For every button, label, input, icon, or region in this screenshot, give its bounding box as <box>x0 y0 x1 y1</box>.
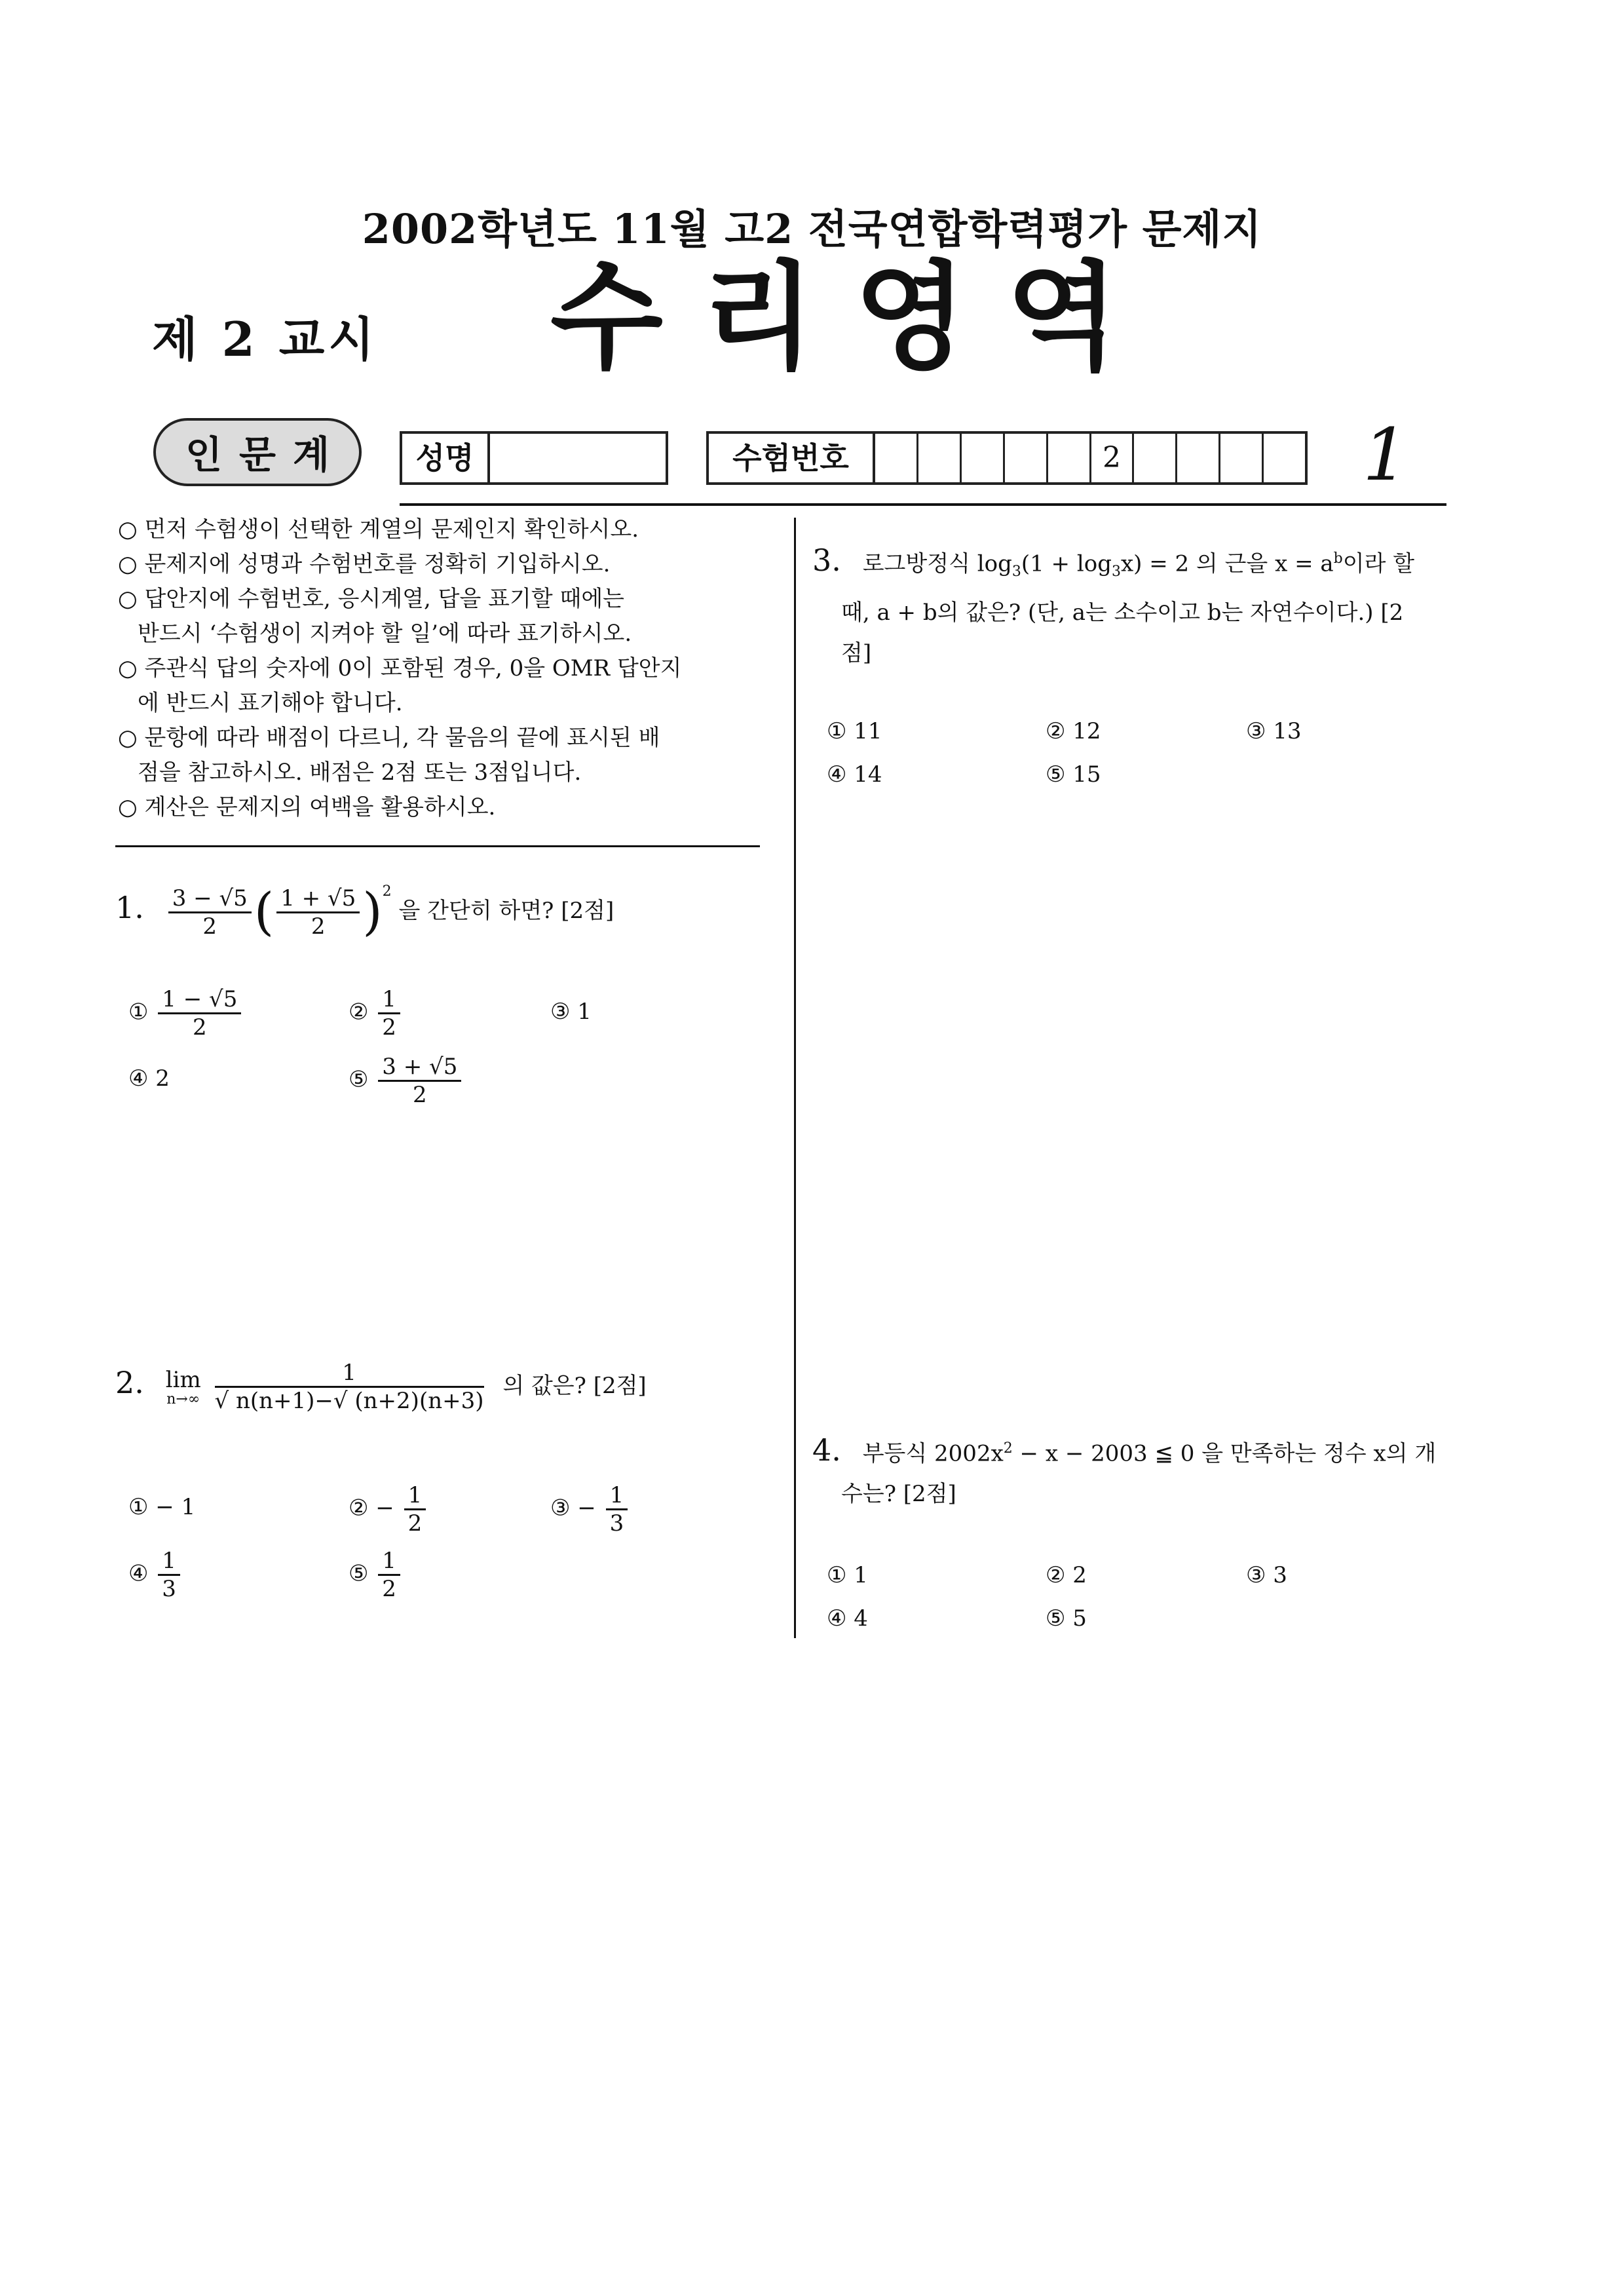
limit-subscript: n→∞ <box>166 1390 200 1407</box>
question-text: x) = 2 의 근을 x = a <box>1120 550 1334 577</box>
fraction <box>378 986 400 1041</box>
subject-title: 수리영역 <box>550 248 1158 385</box>
option-2[interactable] <box>349 1482 428 1537</box>
option-mark: ② − <box>349 1495 394 1521</box>
instruction-line: ○ 주관식 답의 숫자에 0이 포함된 경우, 0을 OMR 답안지 <box>118 655 682 681</box>
question-line: 수는? [2점] <box>841 1481 956 1508</box>
instruction-line: 에 반드시 표기해야 합니다. <box>138 690 403 716</box>
exam-number-cell[interactable] <box>1134 434 1177 482</box>
exam-number-cell[interactable] <box>1220 434 1264 482</box>
option-mark: ④ <box>128 1560 149 1587</box>
question-line: 때, a + b의 값은? (단, a는 소수이고 b는 자연수이다.) [2 <box>841 600 1404 626</box>
period-label: 제 2 교시 <box>152 311 378 367</box>
paren: ) <box>362 883 383 942</box>
fraction-numerator: 1 <box>158 1548 180 1576</box>
fraction <box>606 1482 628 1537</box>
option-1[interactable]: ① 1 <box>827 1562 868 1588</box>
option-mark: ⑤ <box>349 1066 369 1093</box>
option-2[interactable]: ② 12 <box>1046 718 1101 744</box>
option-4[interactable]: ④ 14 <box>827 761 882 788</box>
question-text: 부등식 2002x <box>862 1440 1004 1467</box>
fraction <box>158 986 241 1041</box>
exam-number-cell[interactable] <box>1005 434 1048 482</box>
name-field[interactable] <box>400 431 668 485</box>
exam-number-cell[interactable] <box>1048 434 1091 482</box>
option-mark: ③ − <box>550 1495 596 1521</box>
question-4 <box>812 1428 1481 1514</box>
question-text: 을 간단히 하면? [2점] <box>398 898 614 924</box>
fraction-denominator: 2 <box>193 1014 207 1041</box>
question-1 <box>115 871 614 940</box>
exam-number-field[interactable] <box>706 431 1308 485</box>
name-input-area[interactable] <box>490 434 666 482</box>
limit-label: lim <box>165 1366 201 1393</box>
exam-number-cell[interactable]: 2 <box>1091 434 1135 482</box>
fraction-numerator: 1 <box>404 1482 426 1510</box>
option-1[interactable] <box>128 986 244 1041</box>
fraction <box>378 1054 461 1108</box>
page-number: 1 <box>1363 413 1408 497</box>
option-3[interactable]: ③ 13 <box>1246 718 1302 744</box>
question-line <box>812 1428 1481 1474</box>
question-line: 점] <box>841 640 872 667</box>
paren: ( <box>254 883 274 942</box>
option-mark: ⑤ <box>349 1560 369 1587</box>
fraction <box>215 1360 484 1414</box>
question-2 <box>115 1360 647 1414</box>
exam-number-cell[interactable] <box>1264 434 1305 482</box>
option-3[interactable] <box>550 1482 630 1537</box>
instruction-line: ○ 답안지에 수험번호, 응시계열, 답을 표기할 때에는 <box>118 586 625 612</box>
option-5[interactable] <box>349 1054 464 1108</box>
question-text: − x − 2003 ≦ 0 을 만족하는 정수 x의 개 <box>1012 1440 1437 1467</box>
fraction-denominator: 2 <box>413 1082 427 1108</box>
exam-number-cell[interactable] <box>875 434 918 482</box>
question-text: 로그방정식 log <box>862 550 1012 577</box>
instruction-line: ○ 문항에 따라 배점이 다르니, 각 물음의 끝에 표시된 배 <box>118 725 660 751</box>
fraction-denominator: 3 <box>162 1576 176 1602</box>
fraction-denominator: 2 <box>407 1510 423 1537</box>
fraction-denominator: 2 <box>202 913 217 940</box>
superscript: b <box>1333 550 1343 567</box>
instruction-line: ○ 먼저 수험생이 선택한 계열의 문제인지 확인하시오. <box>118 516 639 543</box>
fraction-numerator: 1 + √5 <box>276 885 360 913</box>
fraction-numerator: 1 <box>378 986 400 1014</box>
option-2[interactable]: ② 2 <box>1046 1562 1087 1588</box>
question-number: 2. <box>115 1364 144 1400</box>
exam-number-cell[interactable] <box>918 434 962 482</box>
instructions <box>118 512 780 825</box>
option-4[interactable] <box>128 1548 183 1602</box>
exponent: 2 <box>382 883 392 900</box>
option-4[interactable]: ④ 4 <box>827 1605 868 1632</box>
option-mark: ① <box>128 999 149 1025</box>
fraction-numerator: 1 <box>378 1548 400 1576</box>
option-mark: ② <box>349 999 369 1025</box>
question-text: 이라 할 <box>1342 550 1415 577</box>
column-divider <box>794 518 796 1638</box>
exam-number-cell[interactable] <box>1177 434 1220 482</box>
option-3[interactable]: ③ 1 <box>550 999 592 1025</box>
option-3[interactable]: ③ 3 <box>1246 1562 1287 1588</box>
instruction-line: ○ 문제지에 성명과 수험번호를 정확히 기입하시오. <box>118 551 611 577</box>
fraction-denominator: 2 <box>382 1014 396 1041</box>
instructions-rule <box>115 845 760 847</box>
question-text: 의 값은? [2점] <box>502 1372 647 1399</box>
option-5[interactable]: ⑤ 5 <box>1046 1605 1087 1632</box>
header-rule <box>400 503 1446 506</box>
instruction-line: ○ 계산은 문제지의 여백을 활용하시오. <box>118 794 496 820</box>
instruction-line: 점을 참고하시오. 배점은 2점 또는 3점입니다. <box>138 759 582 786</box>
fraction-denominator: 2 <box>382 1576 396 1602</box>
option-5[interactable] <box>349 1548 403 1602</box>
option-1[interactable]: ① − 1 <box>128 1494 196 1520</box>
limit <box>166 1368 201 1407</box>
question-text: (1 + log <box>1021 550 1112 577</box>
fraction-denominator: 3 <box>609 1510 624 1537</box>
fraction <box>404 1482 426 1537</box>
question-line <box>812 539 1481 592</box>
option-5[interactable]: ⑤ 15 <box>1046 761 1101 788</box>
subscript: 3 <box>1011 564 1021 581</box>
fraction-numerator: 1 − √5 <box>158 986 241 1014</box>
question-number: 3. <box>812 543 841 579</box>
exam-number-label: 수험번호 <box>709 434 875 482</box>
fraction-denominator: √ n(n+1)−√ (n+2)(n+3) <box>214 1388 484 1414</box>
question-3 <box>812 539 1481 674</box>
fraction <box>168 885 252 940</box>
exam-title: 2002학년도 11월 고2 전국연합학력평가 문제지 <box>362 205 1262 253</box>
question-number: 4. <box>812 1432 841 1468</box>
fraction <box>158 1548 180 1602</box>
option-4[interactable]: ④ 2 <box>128 1065 170 1092</box>
exam-number-cell[interactable] <box>962 434 1005 482</box>
option-1[interactable]: ① 11 <box>827 718 882 744</box>
fraction-numerator: 3 + √5 <box>378 1054 461 1082</box>
fraction-numerator: 1 <box>606 1482 628 1510</box>
fraction <box>378 1548 400 1602</box>
fraction-numerator: 3 − √5 <box>168 885 252 913</box>
fraction-denominator: 2 <box>311 913 326 940</box>
fraction-numerator: 1 <box>215 1360 484 1388</box>
superscript: 2 <box>1003 1440 1013 1457</box>
question-number: 1. <box>115 890 144 925</box>
fraction <box>276 885 360 940</box>
instruction-line: 반드시 ‘수험생이 지켜야 할 일’에 따라 표기하시오. <box>138 621 632 647</box>
name-label: 성명 <box>402 434 490 482</box>
track-badge: 인문계 <box>153 418 362 486</box>
option-2[interactable] <box>349 986 403 1041</box>
subscript: 3 <box>1111 564 1121 581</box>
